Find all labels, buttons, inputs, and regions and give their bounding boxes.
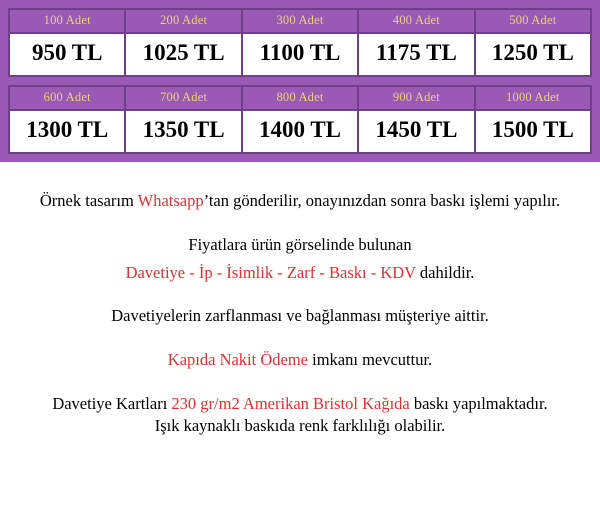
note-highlight: Kapıda Nakit Ödeme — [167, 350, 308, 370]
pricing-cell — [10, 10, 126, 75]
price-value: 1350 TL — [126, 111, 240, 152]
quantity-label: 900 Adet — [359, 87, 473, 111]
pricing-cell — [359, 87, 475, 152]
quantity-label: 400 Adet — [359, 10, 473, 34]
pricing-table — [0, 0, 600, 162]
note-text: Fiyatlara ürün görselinde bulunan — [188, 234, 412, 254]
note-text: ’tan gönderilir, onayınızdan sonra baskı işlemi yapılır. — [203, 191, 561, 210]
quantity-label: 600 Adet — [10, 87, 124, 111]
note-text: dahildir. — [415, 262, 475, 282]
pricing-cell — [243, 10, 359, 75]
pricing-row — [8, 85, 592, 154]
price-value: 1450 TL — [359, 111, 473, 152]
note-text: imkanı mevcuttur. — [308, 350, 433, 370]
quantity-label: 100 Adet — [10, 10, 124, 34]
note-paper — [14, 393, 586, 437]
note-whatsapp — [14, 190, 586, 212]
price-value: 1500 TL — [476, 111, 590, 152]
quantity-label: 1000 Adet — [476, 87, 590, 111]
note-text: Davetiye Kartları — [52, 393, 172, 413]
note-text: Örnek tasarım — [39, 191, 138, 210]
note-highlight: 230 gr/m2 Amerikan Bristol Kağıda — [171, 393, 410, 413]
price-value: 1300 TL — [10, 111, 124, 152]
note-text-second-line: Işık kaynaklı baskıda renk farklılığı olabilir. — [154, 415, 446, 435]
price-value: 1175 TL — [359, 34, 473, 75]
pricing-cell — [126, 87, 242, 152]
pricing-cell — [10, 87, 126, 152]
note-text: Davetiyelerin zarflanması ve bağlanması müşteriye aittir. — [111, 306, 489, 326]
note-highlight: Davetiye - İp - İsimlik - Zarf - Baskı - KDV — [125, 262, 416, 282]
note-highlight: Whatsapp — [137, 191, 204, 210]
note-envelope — [14, 305, 586, 327]
info-notes — [0, 162, 600, 436]
quantity-label: 300 Adet — [243, 10, 357, 34]
note-included-line1 — [14, 234, 586, 256]
pricing-row — [8, 8, 592, 77]
price-value: 1400 TL — [243, 111, 357, 152]
quantity-label: 800 Adet — [243, 87, 357, 111]
quantity-label: 700 Adet — [126, 87, 240, 111]
pricing-cell — [243, 87, 359, 152]
pricing-cell — [476, 10, 590, 75]
note-payment — [14, 349, 586, 371]
pricing-cell — [359, 10, 475, 75]
price-value: 1025 TL — [126, 34, 240, 75]
pricing-cell — [126, 10, 242, 75]
price-value: 1250 TL — [476, 34, 590, 75]
note-included-line2 — [14, 262, 586, 284]
quantity-label: 500 Adet — [476, 10, 590, 34]
quantity-label: 200 Adet — [126, 10, 240, 34]
price-value: 950 TL — [10, 34, 124, 75]
pricing-cell — [476, 87, 590, 152]
note-text: baskı yapılmaktadır. — [409, 393, 548, 413]
price-value: 1100 TL — [243, 34, 357, 75]
